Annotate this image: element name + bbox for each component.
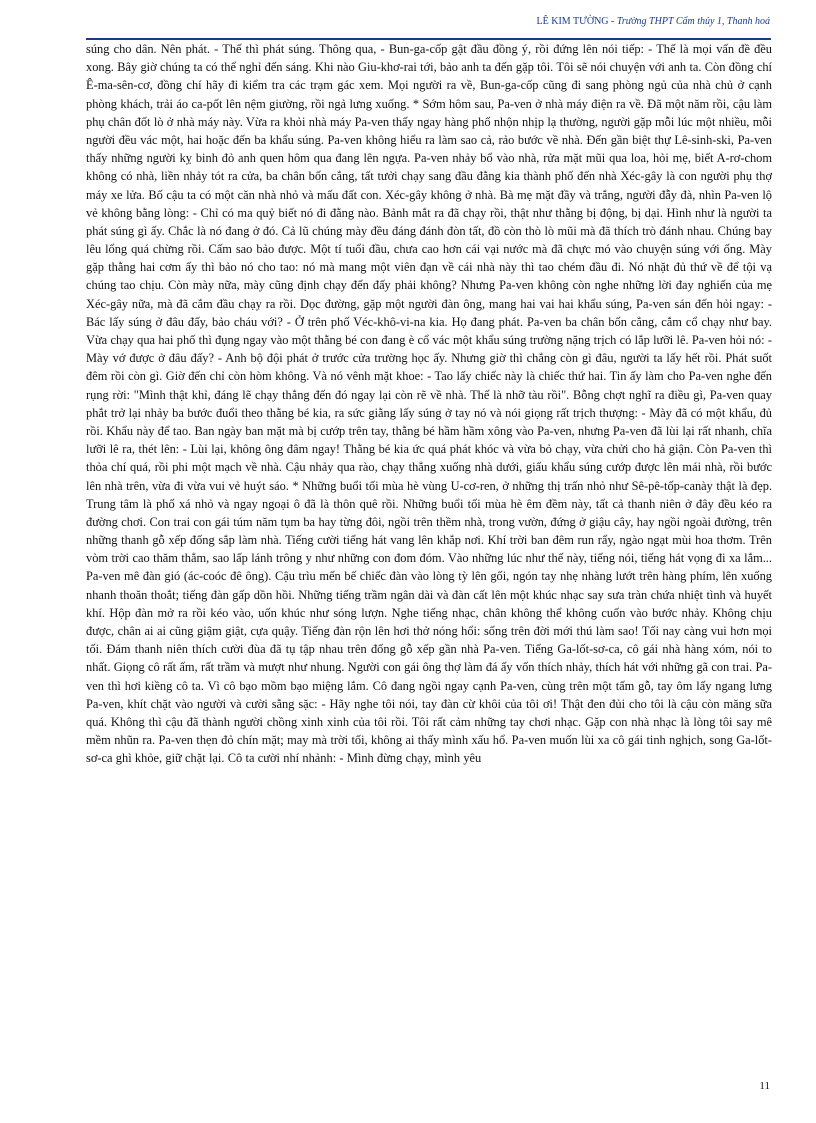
body-paragraph: súng cho dân. Nên phát. - Thế thì phát súng. Thông qua, - Bun-ga-cốp gật đầu đồng ý, rồi đứng lên nói tiếp: - Thế là mọi vấn đề đều xong. Bây giờ chúng ta có thể nghỉ đến sáng. Khi nào Giu-khơ-rai tới, bảo anh ta đến gặp tôi. Tôi sẽ nói chuyện với anh ta. Còn đồng chí Ê-ma-sên-cơ, đồng chí hãy đi kiểm tra các trạm gác xem. Mọi người ra về, Bun-ga-cốp cũng đi sang phòng ngủ của nhà chủ ở cạnh phòng khách, trải áo ca-pốt lên nệm giường, rồi ngả lưng xuống. * Sớm hôm sau, Pa-ven ở nhà máy điện ra về. Đã một năm rồi, cậu làm phụ chân đốt lò ở nhà máy này. Vừa ra khỏi nhà máy Pa-ven thấy ngay hàng phố nhộn nhịp lạ thường, người gặp mỗi lúc một nhiều, mỗi người đều vác một, hai hoặc đến ba khẩu súng. Pa-ven không hiểu ra làm sao cả, rảo bước về nhà. Đến gần biệt thự Lê-sinh-ski, Pa-ven thấy những người kỵ binh đỏ anh quen hôm qua đang lên ngựa. Pa-ven nhảy bổ vào nhà, rửa mặt mũi qua loa, hỏi mẹ, biết A-rơ-chom không có nhà, liền nhảy tót ra cửa, ba chân bốn cẳng, tất tưởi chạy sang đầu đằng kia thành phố đến nhà Xéc-gây là con người phụ thợ máy xe lửa. Bố cậu ta có một căn nhà nhỏ và mấu đất con. Xéc-gây không ở nhà. Bà mẹ mặt đầy và trắng, người đẫy đà, nhìn Pa-ven lộ vẻ không bằng lòng: - Chỉ có ma quỷ biết nó đi đằng nào. Bảnh mắt ra đã chạy rồi, thật như thằng bị động, bị dại. Hình như là người ta phát súng gì ấy. Chắc là nó đang ở đó. Cả lũ chúng mày đều đáng đánh đòn tất, đồ còn thò lò mũi mà đã thích trò đánh nhau. Chúng bay lêu lổng quá chừng rồi. Cấm sao bảo được. Một tí tuổi đầu, chưa cao hơn cái vại nước mà đã chực mó vào chuyện súng với ống. Mày gặp thằng hai cơm ấy thì bảo nó cho tao: nó mà mang một viên đạn về cái nhà này thì tao chém đầu đi. Nó nhặt đủ thứ về để tội vạ chúng tao chịu. Còn mày nữa, mày cũng định chạy đến đấy phải không? Nhưng Pa-ven không còn nghe những lời đay nghiến của mẹ Xéc-gây nữa, mà đã cắm đầu chạy ra rồi. Dọc đường, gặp một người đàn ông, mang hai vai hai khẩu súng, Pa-ven sán đến hỏi ngay: - Bác lấy súng ở đâu đấy, bảo cháu với? - Ở trên phố Véc-khô-vi-na kia. Họ đang phát. Pa-ven ba chân bốn cẳng, cắm cổ chạy như bay. Vừa chạy qua hai phố thì đụng ngay vào một thằng bé con đang è cổ vác một khẩu súng trường nặng trịch có lắp lưỡi lê. Pa-ven hỏi nó: - Mày vớ được ở đâu đấy? - Anh bộ đội phát ở trước cửa trường học ấy. Nhưng giờ thì chẳng còn gì đâu, người ta lấy hết rồi. Phát suốt đêm rồi còn gì. Giờ đến chỉ còn hòm không. Và nó vênh mặt khoe: - Tao lấy chiếc này là chiếc thứ hai. Tin ấy làm cho Pa-ven nghe đến rụng rời: "Mình thật khỉ, đáng lẽ chạy thẳng đến đó ngay lại còn rẽ về nhà. Thế là nhỡ tàu rồi". Bỗng chợt nghĩ ra điều gì, Pa-ven quay phắt trở lại nhảy ba bước đuổi theo thằng bé kia, ra sức giằng lấy súng ở tay nó và nói giọng rất trịch thượng: - Mày đã có một khẩu, đủ rồi. Khẩu này để tao. Ban ngày ban mặt mà bị cướp trên tay, thằng bé hầm hầm xông vào Pa-ven, nhưng Pa-ven đã lùi lại rất nhanh, chĩa lưỡi lê ra, thét lên: - Lùi lại, không ông đâm ngay! Thằng bé kia ức quá phát khóc và vừa bỏ chạy, vừa chửi cho hả giận. Còn Pa-ven thì thỏa chí quá, rồi phi một mạch về nhà. Cậu nhảy qua rào, chạy thẳng xuống nhà dưới, giấu khẩu súng cướp được lên mái nhà, rồi bước lên nhà trên, vừa đi vừa vui vẻ huýt sáo. * Những buổi tối mùa hè vùng U-cơ-ren, ở những thị trấn nhỏ như Sê-pê-tốp-canày thật là đẹp. Trung tâm là phố xá nhỏ và ngay ngoại ô đã là thôn quê rồi. Những buổi tối mùa hè êm đềm này, tất cả thanh niên ở đây đều kéo ra đường chơi. Con trai con gái túm năm tụm ba hay từng đôi, ngồi trên thềm nhà, trong vườn, đứng ở giậu cây, hay ngồi ngoài đường, trên những thanh gỗ xếp đống sắp làm nhà. Tiếng cười tiếng hát vang lên khắp nơi. Khí trời ban đêm run rẩy, ngào ngạt mùi hoa thơm. Trên vòm trời cao thăm thẳm, sao lấp lánh trông y như những con đom đóm. Vào những lúc như thế này, tiếng nói, tiếng hát vọng đi xa lắm... Pa-ven mê đàn gió (ác-coóc đê ông). Cậu trìu mến bế chiếc đàn vào lòng tỳ lên gối, ngón tay nhẹ nhàng lướt trên hàng phím, lên xuống nhanh thoăn thoắt; tiếng đàn gấp dồn hồi. Những tiếng trầm ngân dài và đàn cất lên một khúc nhạc say sưa tràn chứa nhiệt tình và huyết khí. Hộp đàn mở ra rồi kéo vào, uốn khúc như sóng lượn. Nghe tiếng nhạc, chân không thể không cuốn vào bước nhảy. Không chịu được, chân ai ai cũng giậm giật, cựa quậy. Tiếng đàn rộn lên hơi thở nóng hổi: sống trên đời mới thú làm sao! Tối nay càng vui hơn mọi tối. Đám thanh niên thích cười đùa đã tụ tập nhau trên đống gỗ xếp gần nhà Pa-ven. Tiếng Ga-lốt-sơ-ca, cô gái nhà hàng xóm, nói to nhất. Giọng cô rất ấm, rất trầm và mượt như nhung. Người con gái ông thợ làm đá ấy vốn thích nhảy, thích hát với những gã con trai. Pa-ven thì hơi kiềng cô ta. Vì cô bạo mồm bạo miệng lắm. Cô đang ngồi ngay cạnh Pa-ven, cùng trên một tấm gỗ, tay ôm lấy ngang lưng Pa-ven, khít chặt vào người và cười sằng sặc: - Hãy nghe tôi nói, tay đàn cừ khôi của tôi ơi! Thật đen đủi cho tôi là cậu còn măng sữa quá. Không thì cậu đã thành người chồng xinh xinh của tôi rồi. Tôi rất cảm những tay chơi nhạc. Gặp con nhà nhạc là lòng tôi say mê mềm nhũn ra. Pa-ven thẹn đỏ chín mặt; may mà trời tối, không ai thấy mình xấu hổ. Pa-ven muốn lùi xa cô gái tinh nghịch, song Ga-lốt-sơ-ca ghì khỏe, giữ chặt lại. Cô ta cười nhí nhảnh: - Mình đừng chạy, mình yêu: [86, 42, 772, 766]
header-school: Trường THPT Cẩm thủy 1, Thanh hoá: [616, 16, 770, 27]
page-number: 11: [759, 1080, 770, 1092]
header-author: LÊ KIM TƯỜNG: [536, 16, 609, 27]
header-separator: -: [608, 16, 617, 27]
running-header: [0, 16, 770, 27]
